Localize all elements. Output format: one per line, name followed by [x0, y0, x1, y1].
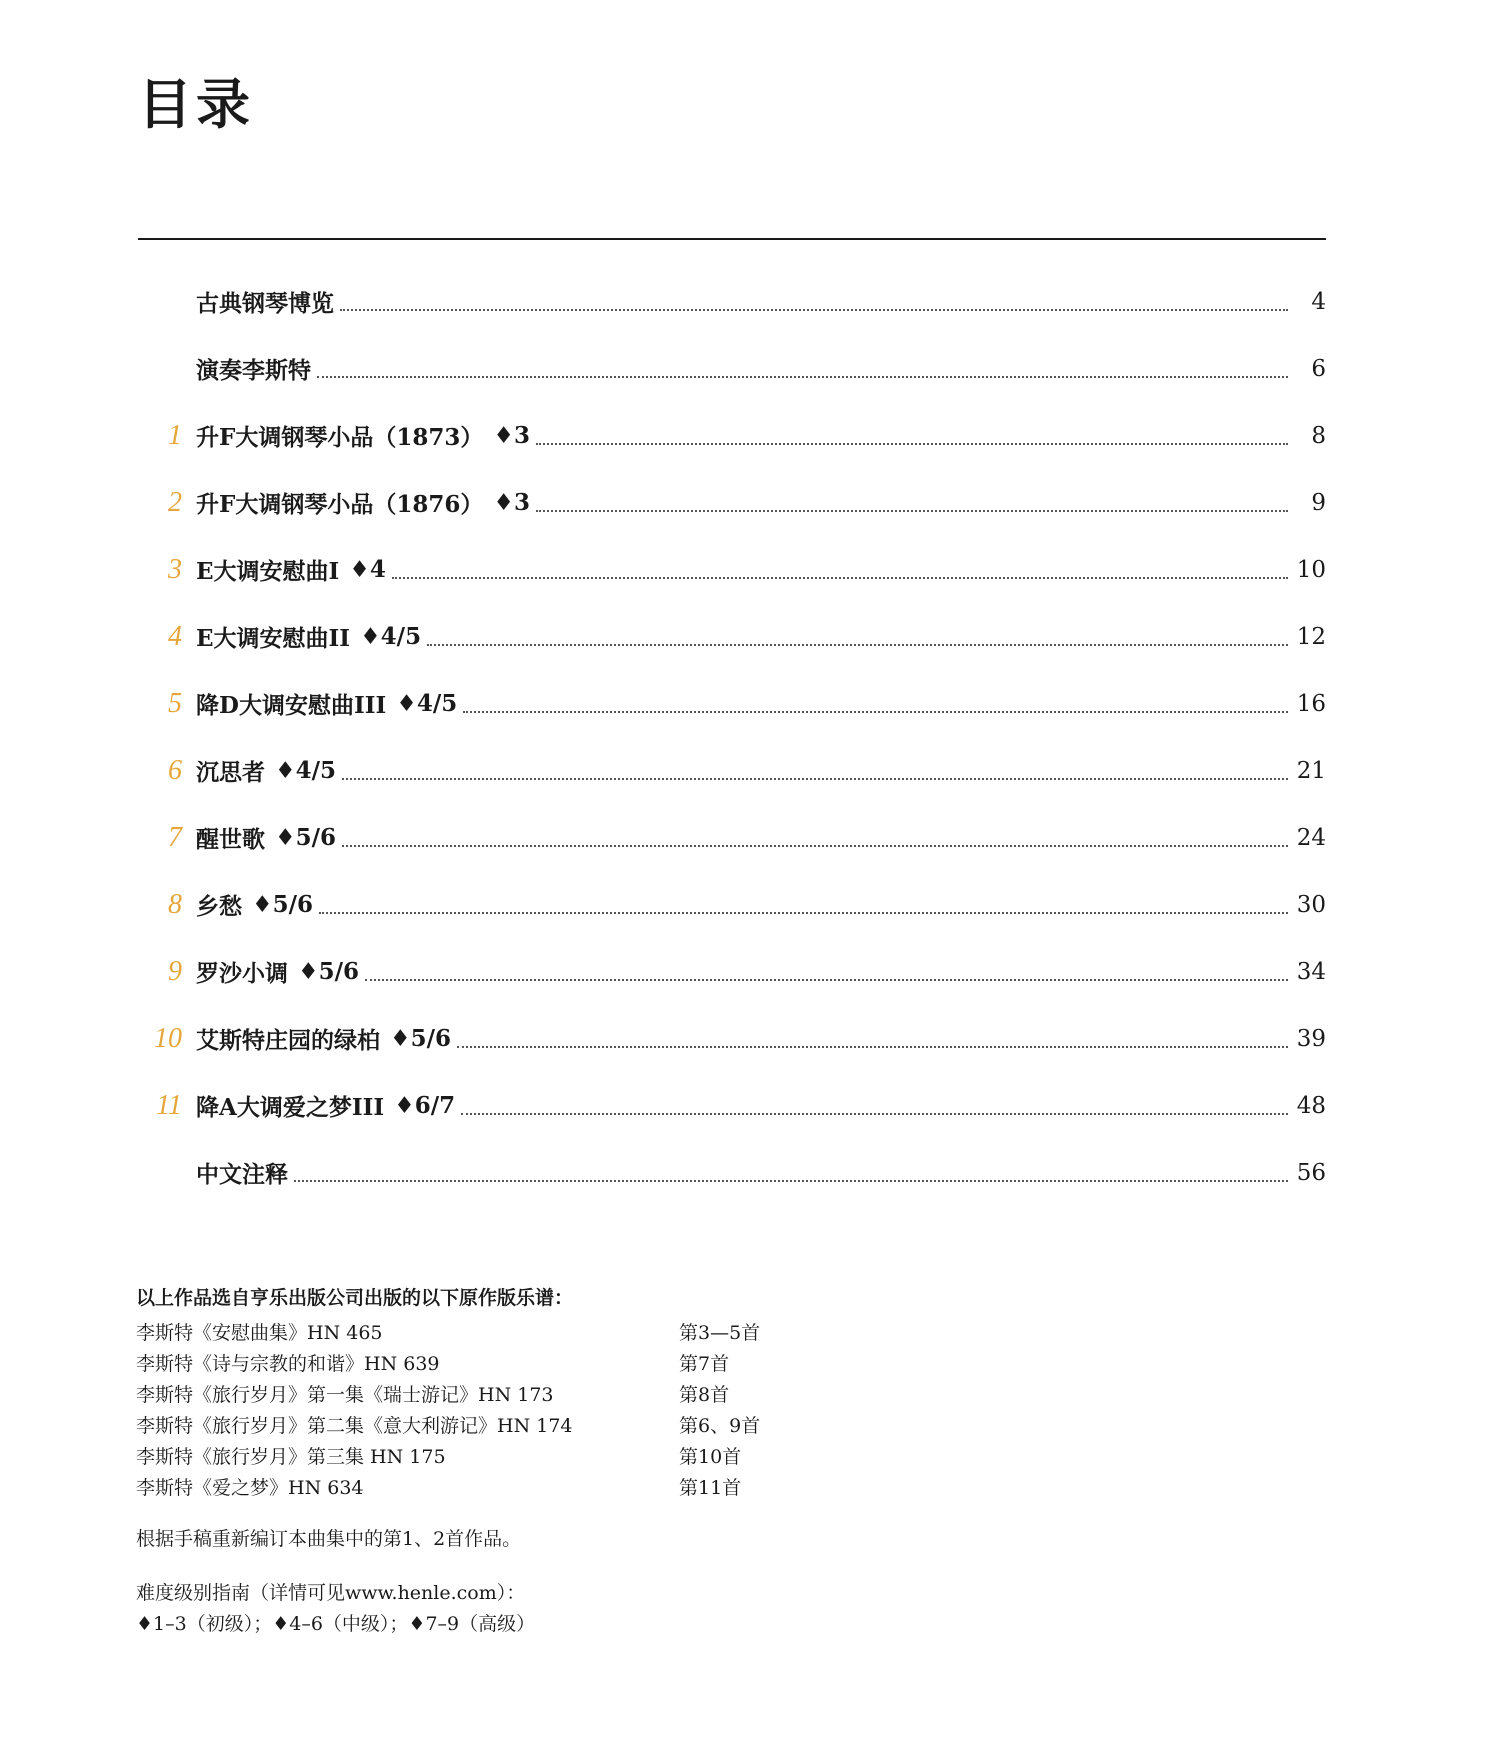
toc-number: 6	[168, 754, 182, 786]
source-range: 第7首	[679, 1353, 730, 1375]
dot-leader	[427, 644, 1288, 646]
toc-number: 2	[168, 486, 182, 518]
toc-title: 罗沙小调	[196, 960, 288, 987]
toc-entry[interactable]	[138, 402, 1326, 469]
toc-page-number: 24	[1296, 824, 1326, 851]
dot-leader	[463, 711, 1288, 713]
toc-entry[interactable]	[138, 1072, 1326, 1139]
toc-entry[interactable]	[138, 871, 1326, 938]
toc-title: 古典钢琴博览	[196, 290, 334, 317]
source-name: 李斯特《诗与宗教的和谐》HN 639	[136, 1353, 440, 1375]
toc-title: 降A大调爱之梦III	[196, 1094, 385, 1121]
difficulty-badge: ♦3	[493, 489, 530, 516]
manuscript-note: 根据手稿重新编订本曲集中的第1、2首作品。	[136, 1528, 522, 1550]
toc-title: E大调安慰曲II	[196, 625, 351, 652]
title-divider	[138, 238, 1326, 240]
page-title: 目录	[138, 72, 254, 136]
source-range: 第8首	[679, 1384, 730, 1406]
toc-page-number: 12	[1296, 623, 1326, 650]
source-range: 第11首	[679, 1477, 742, 1499]
dot-leader	[342, 845, 1288, 847]
toc-number: 9	[168, 955, 182, 987]
toc-page-number: 30	[1296, 891, 1326, 918]
toc-page-number: 4	[1311, 288, 1326, 315]
toc-number: 5	[168, 687, 182, 719]
toc-title: 沉思者	[196, 759, 265, 786]
difficulty-badge: ♦4/5	[396, 690, 458, 717]
toc-entry[interactable]	[138, 335, 1326, 402]
source-name: 李斯特《安慰曲集》HN 465	[136, 1322, 383, 1344]
toc-title: E大调安慰曲I	[196, 558, 340, 585]
toc-title: 中文注释	[196, 1161, 288, 1188]
dot-leader	[536, 510, 1288, 512]
source-row	[136, 1347, 760, 1378]
toc-page-number: 16	[1296, 690, 1326, 717]
toc-page-number: 9	[1311, 489, 1326, 516]
toc-page-number: 6	[1311, 355, 1326, 382]
difficulty-badge: ♦3	[493, 422, 530, 449]
difficulty-badge: ♦5/6	[275, 824, 337, 851]
toc-entry[interactable]	[138, 268, 1326, 335]
dot-leader	[340, 309, 1288, 311]
toc-page-number: 34	[1296, 958, 1326, 985]
source-name: 李斯特《爱之梦》HN 634	[136, 1477, 364, 1499]
toc-entry[interactable]	[138, 737, 1326, 804]
toc-title: 艾斯特庄园的绿柏	[196, 1027, 380, 1054]
source-row	[136, 1471, 760, 1502]
toc-number: 11	[156, 1089, 182, 1121]
toc-entry[interactable]	[138, 1005, 1326, 1072]
toc-number: 7	[168, 821, 182, 853]
difficulty-badge: ♦5/6	[252, 891, 314, 918]
difficulty-guide	[136, 1578, 535, 1640]
difficulty-badge: ♦4/5	[275, 757, 337, 784]
difficulty-badge: ♦5/6	[390, 1025, 452, 1052]
source-row	[136, 1409, 760, 1440]
dot-leader	[457, 1046, 1288, 1048]
source-row	[136, 1378, 760, 1409]
source-row	[136, 1316, 760, 1347]
dot-leader	[342, 778, 1288, 780]
difficulty-badge: ♦6/7	[394, 1092, 456, 1119]
toc-page-number: 56	[1296, 1159, 1326, 1186]
toc-entry[interactable]	[138, 670, 1326, 737]
table-of-contents	[138, 268, 1326, 1206]
toc-page-number: 48	[1296, 1092, 1326, 1119]
toc-entry[interactable]	[138, 938, 1326, 1005]
difficulty-badge: ♦4	[349, 556, 386, 583]
difficulty-guide-heading: 难度级别指南（详情可见www.henle.com）：	[136, 1582, 526, 1604]
toc-number: 10	[154, 1022, 182, 1054]
source-range: 第10首	[679, 1446, 742, 1468]
dot-leader	[392, 577, 1288, 579]
dot-leader	[536, 443, 1288, 445]
toc-entry[interactable]	[138, 804, 1326, 871]
source-name: 李斯特《旅行岁月》第三集 HN 175	[136, 1446, 446, 1468]
source-editions	[136, 1283, 760, 1502]
toc-page-number: 39	[1296, 1025, 1326, 1052]
difficulty-badge: ♦5/6	[298, 958, 360, 985]
source-name: 李斯特《旅行岁月》第二集《意大利游记》HN 174	[136, 1415, 573, 1437]
toc-entry[interactable]	[138, 1139, 1326, 1206]
dot-leader	[365, 979, 1288, 981]
toc-entry[interactable]	[138, 469, 1326, 536]
toc-number: 8	[168, 888, 182, 920]
difficulty-guide-levels: ♦1–3（初级）；♦4–6（中级）；♦7–9（高级）	[136, 1613, 536, 1635]
toc-number: 4	[168, 620, 182, 652]
toc-entry[interactable]	[138, 603, 1326, 670]
toc-page-number: 10	[1296, 556, 1326, 583]
toc-title: 乡愁	[196, 893, 242, 920]
dot-leader	[319, 912, 1288, 914]
toc-title: 升F大调钢琴小品（1873）	[196, 424, 484, 451]
source-range: 第3—5首	[679, 1322, 761, 1344]
toc-page-number: 8	[1311, 422, 1326, 449]
toc-number: 1	[168, 419, 182, 451]
dot-leader	[317, 376, 1288, 378]
dot-leader	[294, 1180, 1288, 1182]
source-name: 李斯特《旅行岁月》第一集《瑞士游记》HN 173	[136, 1384, 554, 1406]
source-row	[136, 1440, 760, 1471]
difficulty-badge: ♦4/5	[360, 623, 422, 650]
source-range: 第6、9首	[679, 1415, 761, 1437]
toc-title: 降D大调安慰曲III	[196, 692, 387, 719]
toc-page-number: 21	[1296, 757, 1326, 784]
dot-leader	[461, 1113, 1288, 1115]
toc-title: 醒世歌	[196, 826, 265, 853]
toc-entry[interactable]	[138, 536, 1326, 603]
toc-title: 升F大调钢琴小品（1876）	[196, 491, 484, 518]
sources-heading: 以上作品选自亨乐出版公司出版的以下原作版乐谱：	[136, 1287, 574, 1309]
toc-number: 3	[168, 553, 182, 585]
toc-title: 演奏李斯特	[196, 357, 311, 384]
